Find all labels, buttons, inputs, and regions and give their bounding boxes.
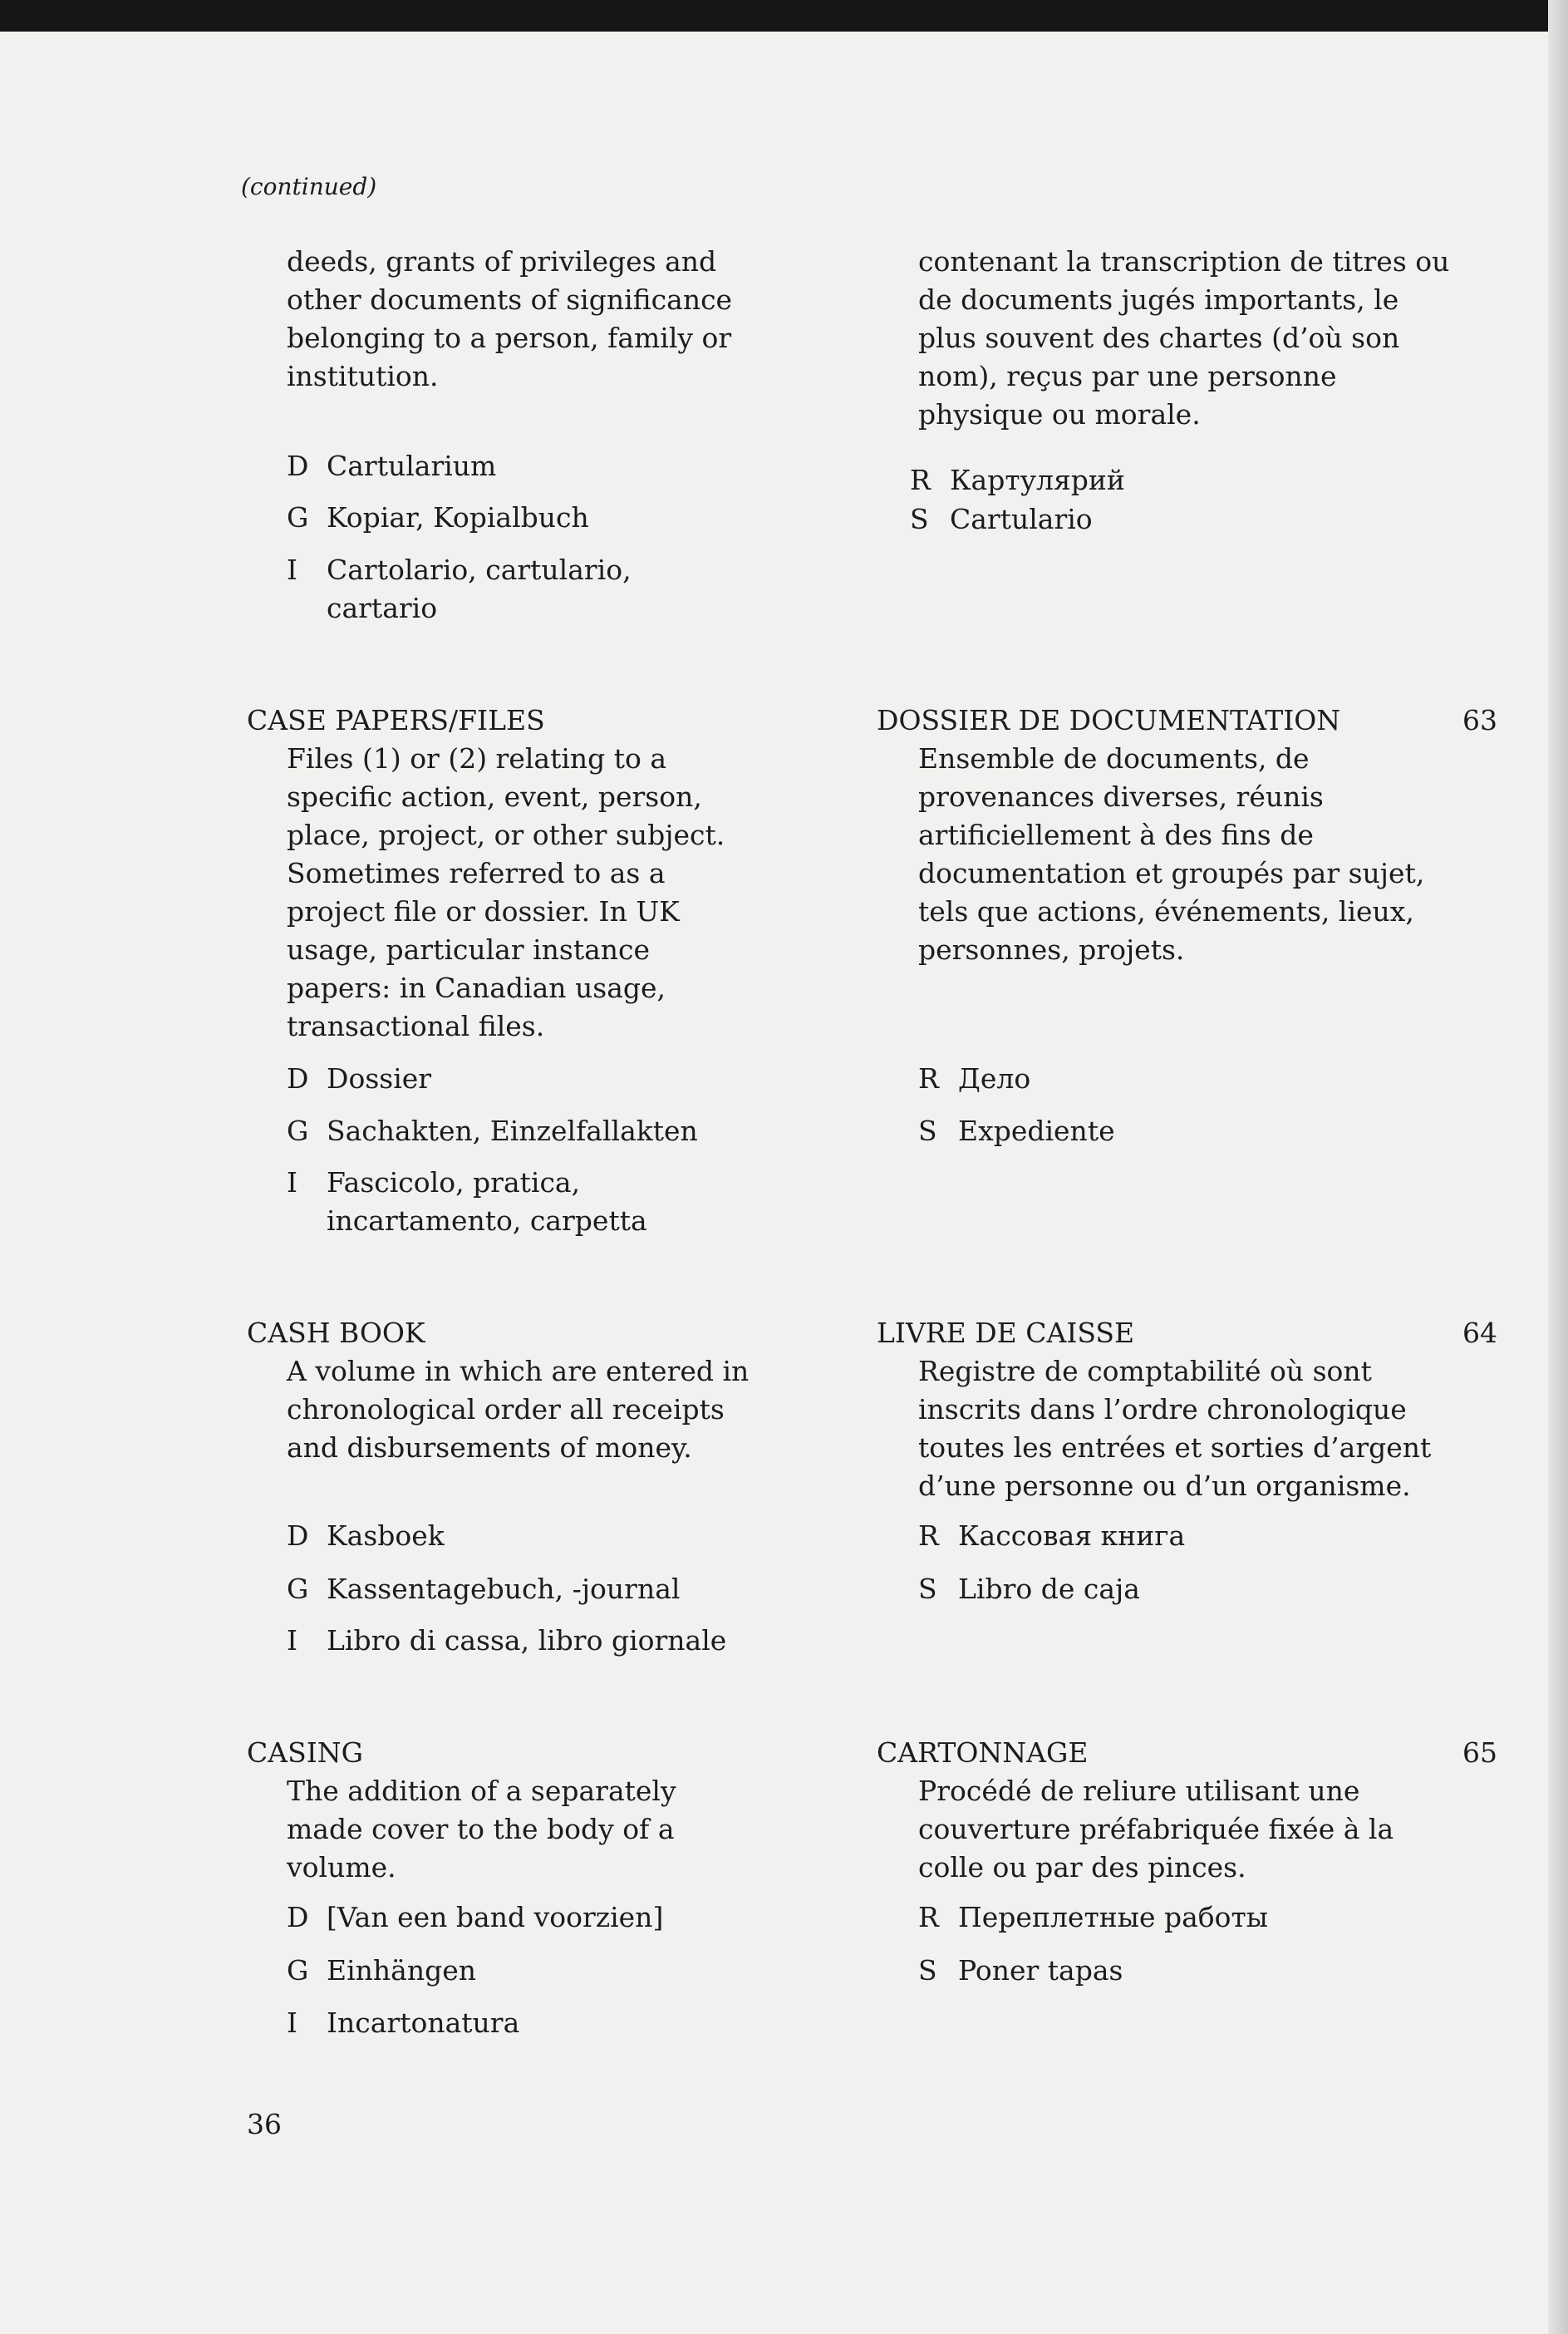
cont-trans-i: I Cartolario, cartulario, cartario [287, 554, 632, 624]
trans-i: I Libro di cassa, libro giornale [287, 1624, 727, 1657]
entry-definition-en: The addition of a separately made cover to the body of a volume. [287, 1775, 676, 1883]
page-number: 36 [247, 2108, 282, 2140]
entry-number: 64 [1462, 1317, 1497, 1349]
entry-term-en: CASE PAPERS/FILES [247, 704, 545, 736]
entry-definition-fr: Registre de comptabilité où sont inscrits dans l’ordre chronologique toutes les entrées et sorties d’argent d’une personne ou d’un organisme. [918, 1355, 1432, 1502]
entry-term-fr: DOSSIER DE DOCUMENTATION [877, 704, 1341, 736]
trans-s: S Poner tapas [918, 1954, 1123, 1987]
continued-definition-en: deeds, grants of privileges and other documents of significance belonging to a person, family or institution. [287, 245, 733, 392]
trans-s: S Libro de caja [918, 1573, 1140, 1605]
trans-i: I Fascicolo, pratica, incartamento, carpetta [287, 1166, 647, 1237]
continued-label: (continued) [241, 173, 377, 200]
trans-d: D Kasboek [287, 1519, 445, 1552]
trans-g: G Einhängen [287, 1954, 476, 1987]
trans-g: G Kassentagebuch, -journal [287, 1573, 681, 1605]
cont-trans-d: D Cartularium [287, 450, 497, 482]
entry-term-en: CASH BOOK [247, 1317, 425, 1349]
entry-number: 65 [1462, 1736, 1497, 1769]
entry-number: 63 [1462, 704, 1497, 736]
continued-definition-fr: contenant la transcription de titres ou de documents jugés importants, le plus souvent des chartes (d’où son nom), reçus par une personne physique ou morale. [918, 245, 1450, 431]
cont-trans-r: R Картулярий [910, 464, 1125, 496]
cont-trans-g: G Kopiar, Kopialbuch [287, 501, 589, 534]
entry-term-fr: CARTONNAGE [877, 1736, 1089, 1769]
entry-term-fr: LIVRE DE CAISSE [877, 1317, 1135, 1349]
trans-i: I Incartonatura [287, 2007, 520, 2039]
trans-r: R Кассовая книга [918, 1519, 1186, 1552]
trans-g: G Sachakten, Einzelfallakten [287, 1115, 698, 1147]
entry-definition-fr: Ensemble de documents, de provenances diverses, réunis artificiellement à des fins de documentation et groupés par sujet, tels que actions, événements, lieux, personnes, projets. [918, 742, 1425, 966]
top-dark-bar [0, 0, 1568, 32]
trans-r: R Переплетные работы [918, 1901, 1269, 1933]
cont-trans-s: S Cartulario [910, 503, 1093, 535]
trans-d: D [Van een band voorzien] [287, 1901, 664, 1933]
entry-definition-en: Files (1) or (2) relating to a specific action, event, person, place, project, or other subject. Sometimes referred to as a project file or dossier. In UK usage, particular instance papers: in Canadian usage, transactional files. [287, 742, 725, 1042]
page-edge [1548, 0, 1568, 2334]
trans-r: R Дело [918, 1062, 1031, 1095]
trans-d: D Dossier [287, 1062, 432, 1095]
trans-s: S Expediente [918, 1115, 1115, 1147]
entry-definition-en: A volume in which are entered in chronological order all receipts and disbursements of money. [287, 1355, 750, 1464]
entry-term-en: CASING [247, 1736, 363, 1769]
entry-definition-fr: Procédé de reliure utilisant une couverture préfabriquée fixée à la colle ou par des pinces. [918, 1775, 1394, 1883]
